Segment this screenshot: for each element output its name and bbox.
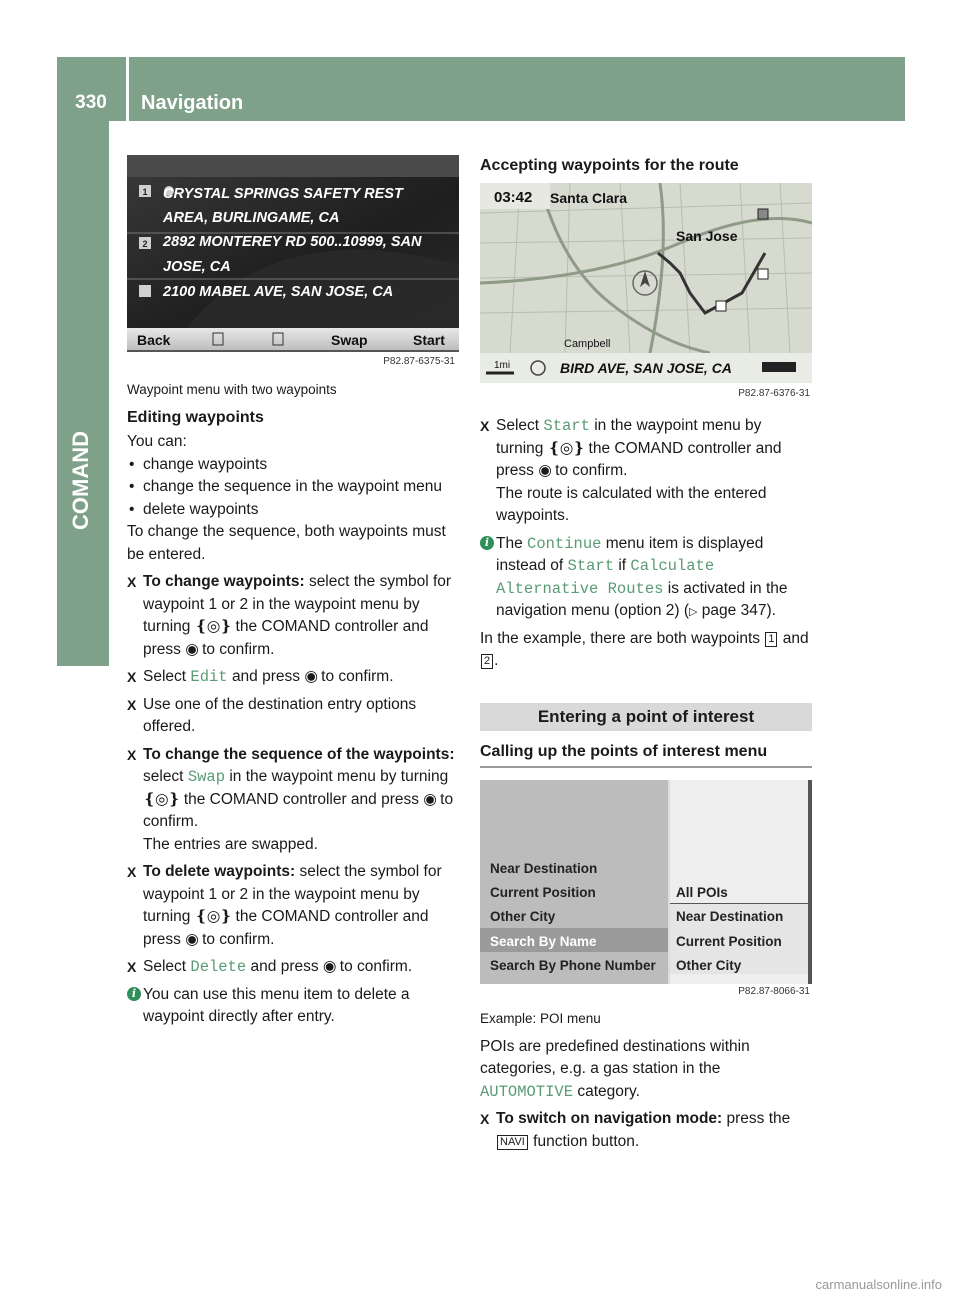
- swap-menu-item: Swap: [187, 768, 226, 786]
- continue-menu-item: Continue: [527, 534, 602, 553]
- start-menu-item: Start: [567, 557, 615, 575]
- poi-description: POIs are predefined destinations within categories, e.g. a gas station in the AUTOMOTIVE category.: [480, 1037, 750, 1101]
- step-select-edit: X Select Edit and press ◉ to confirm.: [127, 666, 459, 689]
- map-scale-label: 1mi: [494, 360, 511, 371]
- info-note: i The Continue menu item is displayed instead of Start if Calculate Alternative Routes is activated in the navigation menu (option 2) (▷ page 347).: [480, 533, 812, 624]
- screen-row-2[interactable]: AREA, BURLINGAME, CA: [163, 210, 340, 226]
- route-map-screenshot: [480, 183, 812, 405]
- page-number: 330: [75, 92, 107, 113]
- poi-right-item-other-city[interactable]: Other City: [676, 957, 742, 973]
- page-ref-arrow-icon: ▷: [689, 606, 698, 618]
- header-separator: [126, 57, 129, 121]
- step-select-start: X Select Start in the waypoint menu by turning ❴◎❵ the COMAND controller and press ◉ to confirm. The route is calculated with the entered waypoints.: [480, 417, 782, 524]
- bullet-item: • delete waypoints: [127, 499, 459, 522]
- controller-press-icon: ◉: [423, 790, 436, 808]
- poi-menu-screenshot: [480, 780, 812, 1002]
- edit-menu-item: Edit: [190, 668, 228, 686]
- info-icon: i: [127, 987, 141, 1001]
- you-can-text: You can:: [127, 433, 187, 450]
- waypoint-2-key-icon: 2: [481, 654, 493, 669]
- step-arrow-icon: X: [127, 959, 137, 975]
- figure-caption: Waypoint menu with two waypoints: [127, 382, 337, 397]
- poi-right-item-near-destination[interactable]: Near Destination: [676, 908, 784, 924]
- controller-turn-icon: ❴◎❵: [547, 439, 585, 457]
- screen-row-4[interactable]: JOSE, CA: [163, 259, 231, 275]
- screen-row-5[interactable]: 2100 MABEL AVE, SAN JOSE, CA: [163, 284, 394, 300]
- step-entry-options: X Use one of the destination entry options offered.: [127, 695, 417, 735]
- controller-press-icon: ◉: [185, 640, 198, 658]
- step-arrow-icon: X: [127, 669, 137, 685]
- info-note: i You can use this menu item to delete a waypoint directly after entry.: [127, 984, 459, 1029]
- controller-press-icon: ◉: [304, 668, 317, 685]
- delete-menu-item: Delete: [190, 958, 247, 976]
- map-city-campbell: Campbell: [564, 338, 611, 350]
- step-select-delete: X Select Delete and press ◉ to confirm.: [127, 956, 459, 979]
- step-arrow-icon: X: [480, 418, 490, 434]
- map-city-san-jose: San Jose: [676, 228, 738, 244]
- screen-row-1[interactable]: CRYSTAL SPRINGS SAFETY REST: [163, 186, 403, 202]
- figure-caption: Example: POI menu: [480, 1010, 601, 1026]
- waypoint-1-key-icon: 1: [765, 632, 777, 647]
- step-change-waypoints: X To change waypoints: select the symbol for waypoint 1 or 2 in the waypoint menu by turning ❴◎❵ the COMAND controller and press ◉ to confirm.: [127, 573, 452, 658]
- step-arrow-icon: X: [127, 746, 137, 763]
- poi-right-item-current-position[interactable]: Current Position: [676, 933, 782, 949]
- step-arrow-icon: X: [127, 696, 137, 713]
- navi-button-icon: NAVI: [497, 1135, 528, 1150]
- step-arrow-icon: X: [480, 1111, 490, 1127]
- step-arrow-icon: X: [127, 574, 137, 590]
- poi-left-item-other-city[interactable]: Other City: [490, 908, 556, 924]
- menu-start-button[interactable]: Start: [413, 332, 445, 348]
- bullet-item: • change waypoints: [127, 454, 459, 477]
- figure-code: P82.87-8066-31: [738, 985, 810, 997]
- figure-code: P82.87-6375-31: [383, 356, 455, 367]
- waypoint-menu-bar: [127, 328, 459, 350]
- step-arrow-icon: X: [127, 864, 137, 880]
- controller-turn-icon: ❴◎❵: [194, 618, 232, 635]
- poi-left-item-near-destination[interactable]: Near Destination: [490, 860, 598, 876]
- poi-left-item-search-by-phone[interactable]: Search By Phone Number: [490, 957, 656, 973]
- subsection-heading: Calling up the points of interest menu: [480, 741, 812, 768]
- info-icon: i: [480, 536, 494, 550]
- destination-flag-icon: [139, 285, 151, 297]
- controller-press-icon: ◉: [538, 462, 551, 479]
- poi-left-item-search-by-name[interactable]: Search By Name: [490, 933, 597, 949]
- heading-editing-waypoints: Editing waypoints: [127, 409, 264, 426]
- signal-strength-icon: [762, 362, 796, 372]
- controller-press-icon: ◉: [185, 930, 198, 948]
- bullet-item: • change the sequence in the waypoint menu: [127, 476, 459, 499]
- controller-press-icon: ◉: [322, 958, 336, 975]
- menu-back-button[interactable]: Back: [137, 332, 171, 348]
- figure-code: P82.87-6376-31: [738, 388, 810, 399]
- step-change-sequence: X To change the sequence of the waypoints: select Swap in the waypoint menu by turning ❴◎❵ the COMAND controller and press ◉ to confirm. The entries are swapped.: [127, 745, 455, 853]
- map-waypoint-1-icon: [716, 301, 726, 311]
- side-label: COMAND: [68, 431, 93, 530]
- poi-left-item-current-position[interactable]: Current Position: [490, 884, 596, 900]
- step-delete-waypoints: X To delete waypoints: select the symbol for waypoint 1 or 2 in the waypoint menu by turning ❴◎❵ the COMAND controller and press ◉ to confirm.: [127, 863, 442, 948]
- page-title: Navigation: [141, 92, 244, 114]
- menu-swap-button[interactable]: Swap: [331, 332, 368, 348]
- screen-row-3[interactable]: 2892 MONTEREY RD 500..10999, SAN: [163, 234, 422, 250]
- map-waypoint-2-icon: [758, 269, 768, 279]
- map-destination-flag-icon: [758, 209, 768, 219]
- poi-right-item-all-pois[interactable]: All POIs: [676, 884, 728, 900]
- step-navigation-mode: X To switch on navigation mode: press the NAVI function button.: [480, 1110, 791, 1150]
- heading-accepting-waypoints: Accepting waypoints for the route: [480, 157, 739, 174]
- footer-watermark: carmanualsonline.info: [815, 1276, 942, 1292]
- side-strip: [57, 121, 109, 666]
- waypoint-menu-screenshot: [127, 155, 459, 373]
- svg-text:1: 1: [142, 187, 148, 197]
- automotive-category: AUTOMOTIVE: [480, 1082, 574, 1101]
- controller-turn-icon: ❴◎❵: [143, 790, 180, 808]
- svg-text:2: 2: [142, 239, 148, 249]
- map-street-name: BIRD AVE, SAN JOSE, CA: [560, 360, 732, 376]
- right-column: [480, 155, 812, 1153]
- left-column: [127, 155, 459, 1029]
- calculate-alternative-routes-item: Calculate Alternative Routes: [496, 557, 715, 598]
- sequence-note: To change the sequence, both waypoints must be entered.: [127, 523, 446, 563]
- example-text: In the example, there are both waypoints 1 and 2 .: [480, 629, 809, 669]
- controller-turn-icon: ❴◎❵: [194, 908, 232, 925]
- start-menu-item: Start: [543, 417, 590, 435]
- map-time: 03:42: [494, 189, 533, 206]
- section-heading: Entering a point of interest: [480, 703, 812, 732]
- map-city-santa-clara: Santa Clara: [550, 190, 628, 206]
